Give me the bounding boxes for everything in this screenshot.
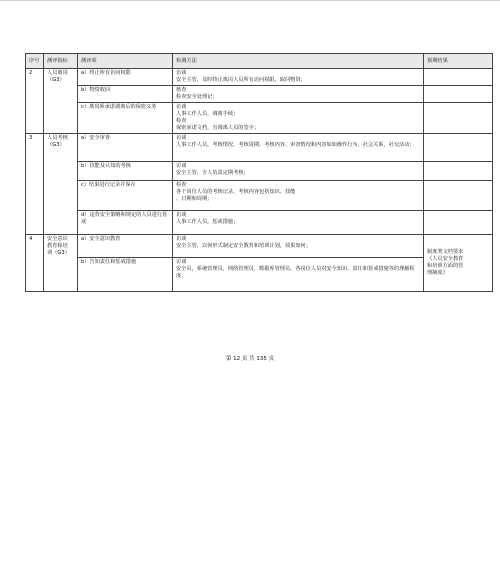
- table-row: [26, 69, 493, 86]
- row-method: 访谈 人事工作人员，调离手续； 检查 保密承诺文档，有调离人员的签字；: [173, 103, 424, 134]
- row-item: a）安全审查: [78, 134, 173, 162]
- row-indicator: 安全意识 教育和培 训（G3）: [44, 235, 78, 292]
- table-row: [26, 86, 493, 103]
- page-number: 第 12 页 共 135 页: [225, 356, 275, 362]
- header-indicator: 测评指标: [44, 54, 78, 69]
- row-method: 访谈 安全主管，以何形式制定安全教育和培训计划，效果如何；: [173, 235, 424, 258]
- row-indicator: 人员考核 （G3）: [44, 134, 78, 235]
- row-indicator: 人员离岗 （G3）: [44, 69, 78, 134]
- header-expected: 预期结果: [424, 54, 493, 69]
- row-item: b）物资收回: [78, 86, 173, 103]
- table-row: [26, 103, 493, 134]
- row-item: a）安全意识教育: [78, 235, 173, 258]
- row-item: c）结果进行记录并保存: [78, 181, 173, 211]
- row-expected: [424, 134, 493, 162]
- row-method: 访谈 人事工作人员，惩戒措施；: [173, 211, 424, 235]
- top-rule: [0, 0, 500, 1]
- row-expected: [424, 69, 493, 86]
- table-row: [26, 211, 493, 235]
- header-row: [26, 54, 493, 69]
- assessment-table: [25, 53, 493, 292]
- row-method: 访谈 安全主管，及时终止离岗人员所有访问权限，取回物资；: [173, 69, 424, 86]
- row-expected: [424, 181, 493, 211]
- row-expected: 制度类文档要求 《人员安全教育 和培训方面的管 理制度》: [424, 235, 493, 292]
- table-row: [26, 134, 493, 162]
- table-row: [26, 235, 493, 258]
- row-expected: [424, 86, 493, 103]
- row-item: a）终止所有访问权限: [78, 69, 173, 86]
- row-method: 检查 各个岗位人员的考核记录，考核内容包括知识、技能 、日期和周期；: [173, 181, 424, 211]
- row-method: 访谈 安全员，系统管理员，网络管理员，数据库管理员，各岗位人员对安全知识、责任和惩戒措施等的理解程度；: [173, 258, 424, 292]
- row-expected: [424, 103, 493, 134]
- row-method: 访谈 人事工作人员，考核情况，考核周期、考核内容、审查情况和内容如如操作行为、社会关系、社交活动；: [173, 134, 424, 162]
- header-item: 测评项: [78, 54, 173, 69]
- row-item: c）离岗须承诺调离后的保密义务: [78, 103, 173, 134]
- header-method: 检测方法: [173, 54, 424, 69]
- row-item: b）技能及认知的考核: [78, 162, 173, 181]
- row-index: 3: [26, 134, 44, 235]
- row-index: 4: [26, 235, 44, 292]
- row-expected: [424, 162, 493, 181]
- row-index: 2: [26, 69, 44, 134]
- table-row: [26, 162, 493, 181]
- row-method: 核查 检查安全处理记；: [173, 86, 424, 103]
- table-row: [26, 181, 493, 211]
- row-item: b）告知责任和惩戒措施: [78, 258, 173, 292]
- row-method: 访谈 安全主管，专人负责定期考核；: [173, 162, 424, 181]
- table-row: [26, 258, 493, 292]
- row-item: d）违背安全策略和规定的人员进行惩戒: [78, 211, 173, 235]
- header-index: 序号: [26, 54, 44, 69]
- row-expected: [424, 211, 493, 235]
